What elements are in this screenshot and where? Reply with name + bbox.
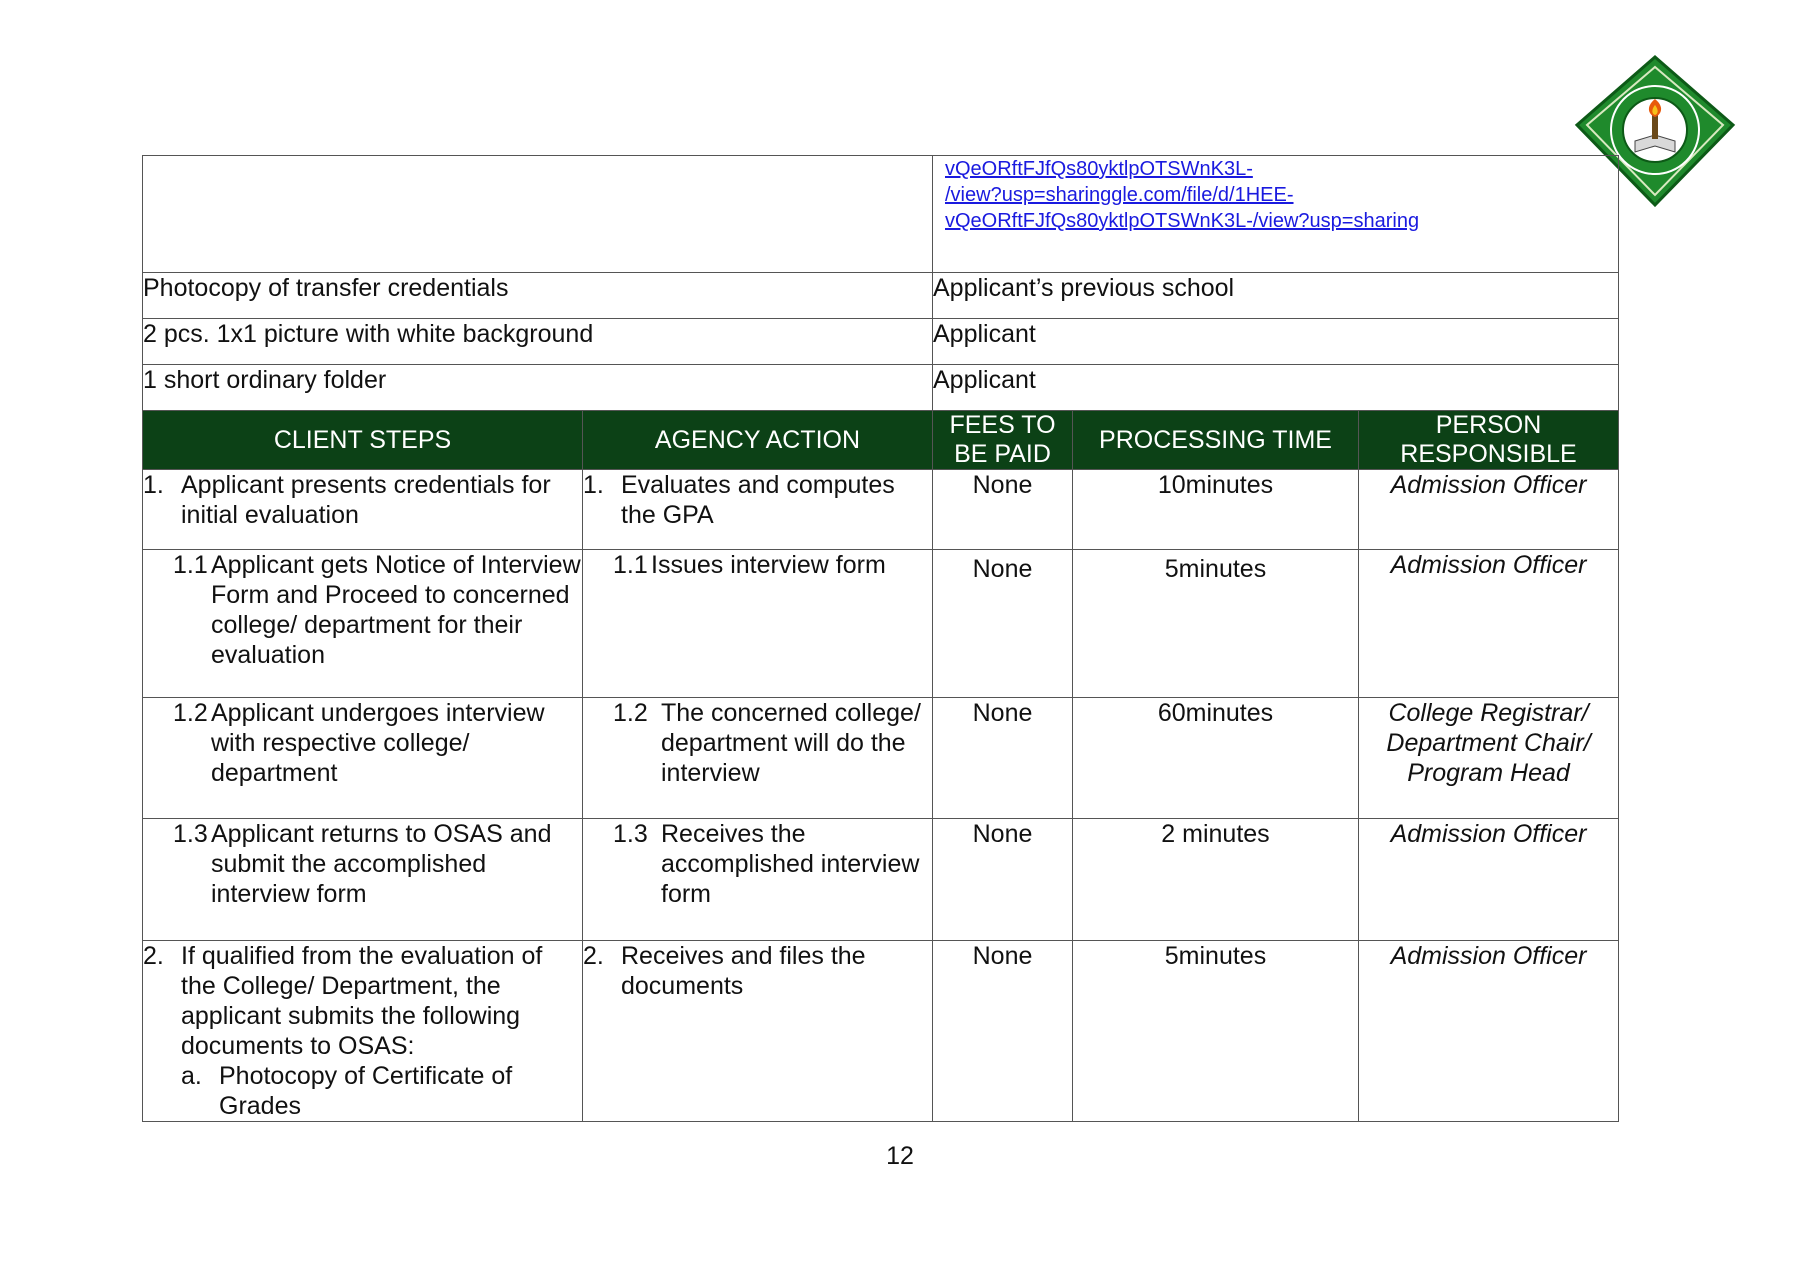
empty-cell [143, 156, 933, 273]
person-cell: College Registrar/ Department Chair/ Program Head [1359, 698, 1619, 819]
table-row [143, 698, 1619, 819]
header-fees: FEES TO BE PAID [933, 411, 1073, 470]
drive-link-line-3[interactable]: vQeORftFJfQs80yktlpOTSWnK3L-/view?usp=sharing [945, 210, 1420, 232]
action-text: Evaluates and computes the GPA [621, 471, 895, 529]
step-text: Applicant undergoes interview with respective college/ department [211, 699, 545, 787]
person-cell: Admission Officer [1359, 941, 1619, 1122]
action-text: Receives and files the documents [621, 942, 866, 1000]
header-agency-action: AGENCY ACTION [583, 411, 933, 470]
action-number: 2. [583, 942, 604, 970]
time-cell: 60minutes [1073, 698, 1359, 819]
fee-cell: None [933, 470, 1073, 550]
fee-cell: None [933, 941, 1073, 1122]
action-number: 1.1 [613, 551, 648, 579]
agency-action [583, 698, 932, 788]
action-text: The concerned college/ department will do the interview [661, 699, 921, 787]
table-row [143, 470, 1619, 550]
step-number: 1. [143, 471, 164, 499]
step-text: If qualified from the evaluation of the College/ Department, the applicant submits the following documents to OSAS: [181, 942, 543, 1060]
header-client-steps: CLIENT STEPS [143, 411, 583, 470]
action-number: 1.3 [613, 820, 648, 848]
page-number: 12 [886, 1142, 914, 1170]
time-cell: 5minutes [1073, 941, 1359, 1122]
link-cell [933, 156, 1619, 273]
client-step [143, 698, 582, 788]
fee-cell: None [933, 819, 1073, 941]
header-processing-time: PROCESSING TIME [1073, 411, 1359, 470]
requirement-item: Photocopy of transfer credentials [143, 273, 933, 319]
fee-cell: None [933, 550, 1073, 698]
requirement-source: Applicant’s previous school [933, 273, 1619, 319]
step-number: 1.3 [173, 820, 208, 848]
client-step [143, 550, 582, 670]
requirement-item: 1 short ordinary folder [143, 365, 933, 411]
drive-link-line-2[interactable]: /view?usp=sharinggle.com/file/d/1HEE- [945, 184, 1294, 206]
header-person-responsible: PERSON RESPONSIBLE [1359, 411, 1619, 470]
fee-cell: None [933, 698, 1073, 819]
person-cell: Admission Officer [1359, 550, 1619, 698]
person-cell: Admission Officer [1359, 819, 1619, 941]
time-cell: 5minutes [1073, 550, 1359, 698]
step-number: 1.2 [173, 699, 208, 727]
requirement-item: 2 pcs. 1x1 picture with white background [143, 319, 933, 365]
agency-action [583, 550, 932, 580]
requirement-source: Applicant [933, 365, 1619, 411]
citizen-charter-table [142, 155, 1619, 1122]
link-row [143, 156, 1619, 273]
agency-action [583, 819, 932, 909]
action-text: Receives the accomplished interview form [661, 820, 920, 908]
requirement-row [143, 365, 1619, 411]
requirement-row [143, 273, 1619, 319]
requirement-row [143, 319, 1619, 365]
action-text: Issues interview form [651, 551, 886, 579]
table-header-row [143, 411, 1619, 470]
step-text: Applicant gets Notice of Interview Form and Proceed to concerned college/ department for their evaluation [211, 551, 581, 669]
step-text: Applicant returns to OSAS and submit the accomplished interview form [211, 820, 552, 908]
list-marker: a. [181, 1062, 202, 1090]
client-step [143, 941, 582, 1061]
client-step [143, 819, 582, 909]
table-row [143, 941, 1619, 1122]
client-step [143, 470, 582, 530]
time-cell: 10minutes [1073, 470, 1359, 550]
action-number: 1.2 [613, 699, 648, 727]
step-text: Applicant presents credentials for initial evaluation [181, 471, 551, 529]
step-number: 1.1 [173, 551, 208, 579]
list-item-text: Photocopy of Certificate of Grades [219, 1062, 513, 1120]
requirement-source: Applicant [933, 319, 1619, 365]
table-row [143, 550, 1619, 698]
agency-action [583, 470, 932, 530]
document-list-item [143, 1061, 582, 1121]
step-number: 2. [143, 942, 164, 970]
person-cell: Admission Officer [1359, 470, 1619, 550]
action-number: 1. [583, 471, 604, 499]
time-cell: 2 minutes [1073, 819, 1359, 941]
table-row [143, 819, 1619, 941]
drive-link-line-1[interactable]: vQeORftFJfQs80yktlpOTSWnK3L- [945, 158, 1253, 180]
agency-action [583, 941, 932, 1001]
